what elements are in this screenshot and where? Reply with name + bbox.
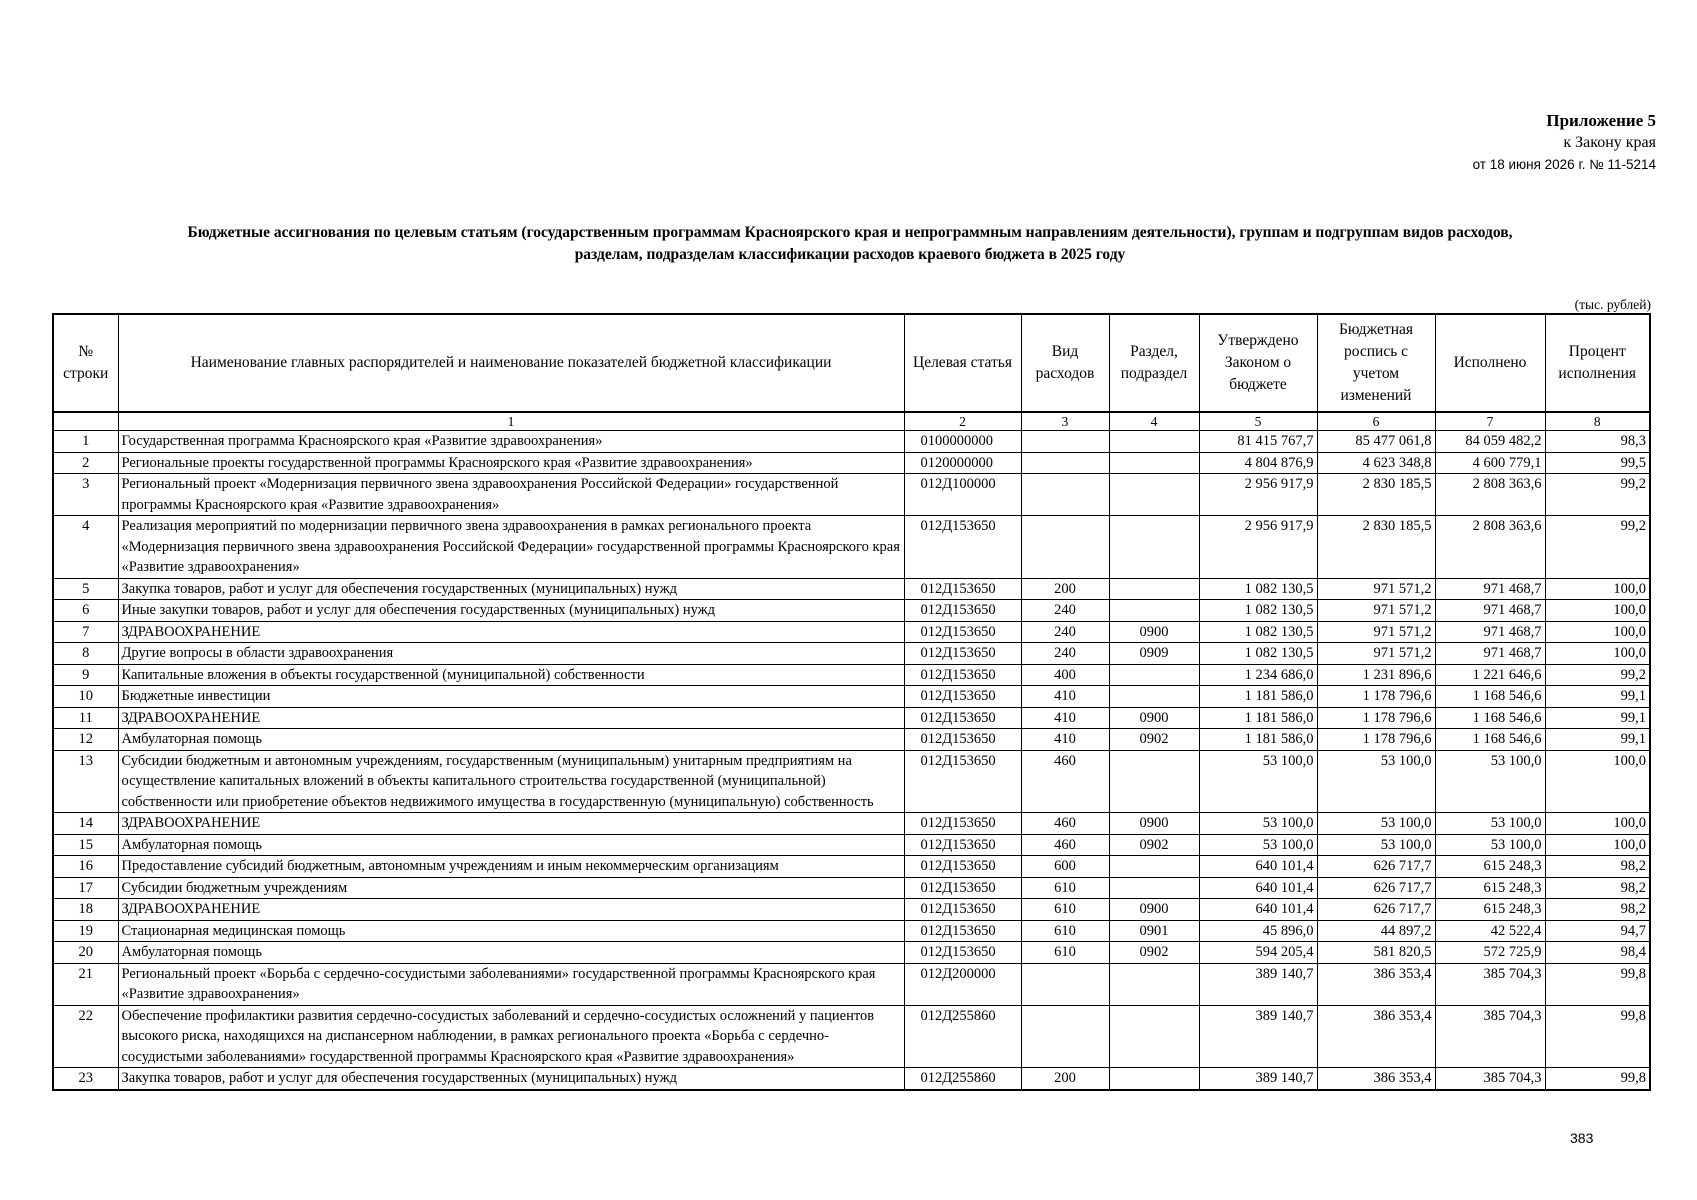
row-expense-type: [1021, 452, 1109, 474]
row-number: 12: [53, 729, 118, 751]
row-number: 1: [53, 431, 118, 453]
row-number: 5: [53, 578, 118, 600]
row-executed: 1 168 546,6: [1435, 686, 1545, 708]
table-row: [53, 578, 1650, 600]
row-target-article: 012Д153650: [904, 920, 1021, 942]
row-number: 11: [53, 707, 118, 729]
row-name: Амбулаторная помощь: [118, 834, 904, 856]
row-expense-type: 460: [1021, 750, 1109, 813]
row-percent: 99,2: [1545, 516, 1650, 579]
row-percent: 100,0: [1545, 621, 1650, 643]
row-budget-plan: 581 820,5: [1317, 942, 1435, 964]
row-approved: 2 956 917,9: [1199, 516, 1317, 579]
row-target-article: 012Д153650: [904, 856, 1021, 878]
row-approved: 53 100,0: [1199, 750, 1317, 813]
row-percent: 98,2: [1545, 899, 1650, 921]
header-section: Раздел, подраздел: [1109, 314, 1199, 412]
row-percent: 98,2: [1545, 877, 1650, 899]
row-number: 2: [53, 452, 118, 474]
row-budget-plan: 85 477 061,8: [1317, 431, 1435, 453]
row-budget-plan: 1 178 796,6: [1317, 686, 1435, 708]
header-name: Наименование главных распорядителей и наименование показателей бюджетной классификации: [118, 314, 904, 412]
row-name: ЗДРАВООХРАНЕНИЕ: [118, 621, 904, 643]
row-number: 20: [53, 942, 118, 964]
row-percent: 98,2: [1545, 856, 1650, 878]
document-title-line1: Бюджетные ассигнования по целевым статьям (государственным программам Красноярского края и непрограммным направлениям деятельности), группам и подгруппам видов расходов,: [187, 224, 1513, 241]
appendix-title: Приложение 5: [1546, 111, 1656, 130]
row-target-article: 012Д255860: [904, 1068, 1021, 1090]
row-executed: 385 704,3: [1435, 1005, 1545, 1068]
row-percent: 100,0: [1545, 750, 1650, 813]
row-name: ЗДРАВООХРАНЕНИЕ: [118, 899, 904, 921]
row-section: [1109, 431, 1199, 453]
page-number: 383: [1570, 1130, 1594, 1146]
row-executed: 42 522,4: [1435, 920, 1545, 942]
row-executed: 2 808 363,6: [1435, 516, 1545, 579]
row-section: [1109, 452, 1199, 474]
header-target-article: Целевая статья: [904, 314, 1021, 412]
row-approved: 4 804 876,9: [1199, 452, 1317, 474]
row-budget-plan: 971 571,2: [1317, 643, 1435, 665]
table-row: [53, 750, 1650, 813]
column-number: 4: [1109, 412, 1199, 431]
row-section: [1109, 963, 1199, 1005]
row-percent: 99,2: [1545, 664, 1650, 686]
row-expense-type: 200: [1021, 1068, 1109, 1090]
row-percent: 100,0: [1545, 600, 1650, 622]
row-approved: 1 082 130,5: [1199, 621, 1317, 643]
row-approved: 1 181 586,0: [1199, 686, 1317, 708]
row-expense-type: 460: [1021, 834, 1109, 856]
row-section: 0900: [1109, 707, 1199, 729]
row-executed: 1 221 646,6: [1435, 664, 1545, 686]
row-expense-type: 240: [1021, 600, 1109, 622]
row-executed: 2 808 363,6: [1435, 474, 1545, 516]
row-number: 14: [53, 813, 118, 835]
row-budget-plan: 53 100,0: [1317, 813, 1435, 835]
header-percent: Процент исполнения: [1545, 314, 1650, 412]
row-executed: 84 059 482,2: [1435, 431, 1545, 453]
row-executed: 971 468,7: [1435, 621, 1545, 643]
row-budget-plan: 1 178 796,6: [1317, 707, 1435, 729]
row-number: 7: [53, 621, 118, 643]
row-executed: 53 100,0: [1435, 813, 1545, 835]
row-expense-type: 410: [1021, 707, 1109, 729]
row-target-article: 012Д153650: [904, 643, 1021, 665]
row-expense-type: [1021, 963, 1109, 1005]
row-approved: 1 181 586,0: [1199, 729, 1317, 751]
row-target-article: 0120000000: [904, 452, 1021, 474]
document-title-line2: разделам, подразделам классификации расходов краевого бюджета в 2025 году: [574, 246, 1126, 263]
row-approved: 1 234 686,0: [1199, 664, 1317, 686]
row-target-article: 012Д153650: [904, 942, 1021, 964]
row-budget-plan: 2 830 185,5: [1317, 516, 1435, 579]
row-target-article: 012Д153650: [904, 877, 1021, 899]
row-approved: 1 082 130,5: [1199, 578, 1317, 600]
row-name: Обеспечение профилактики развития сердечно-сосудистых заболеваний и сердечно-сосудистых осложнений у пациентов высокого риска, находящихся на диспансерном наблюдении, в рамках регионального проекта «Борьба с сердечно-сосудистыми заболеваниями» государственной программы Красноярского края «Развитие здравоохранения»: [118, 1005, 904, 1068]
column-number: 2: [904, 412, 1021, 431]
row-section: 0902: [1109, 942, 1199, 964]
row-percent: 100,0: [1545, 813, 1650, 835]
column-number: 8: [1545, 412, 1650, 431]
table-row: [53, 643, 1650, 665]
appendix-date: от 18 июня 2026 г. № 11-5214: [1472, 157, 1656, 172]
row-target-article: 012Д153650: [904, 899, 1021, 921]
table-row: [53, 963, 1650, 1005]
table-row: [53, 474, 1650, 516]
row-target-article: 012Д255860: [904, 1005, 1021, 1068]
table-row: [53, 856, 1650, 878]
row-section: [1109, 516, 1199, 579]
row-name: Капитальные вложения в объекты государственной (муниципальной) собственности: [118, 664, 904, 686]
document-title: [60, 222, 1640, 266]
row-number: 21: [53, 963, 118, 1005]
row-section: [1109, 664, 1199, 686]
row-section: [1109, 877, 1199, 899]
units-label: (тыс. рублей): [1574, 297, 1651, 312]
row-section: [1109, 856, 1199, 878]
row-approved: 640 101,4: [1199, 877, 1317, 899]
row-section: 0900: [1109, 813, 1199, 835]
row-expense-type: 240: [1021, 643, 1109, 665]
row-executed: 385 704,3: [1435, 963, 1545, 1005]
row-expense-type: 600: [1021, 856, 1109, 878]
row-expense-type: 240: [1021, 621, 1109, 643]
row-name: ЗДРАВООХРАНЕНИЕ: [118, 707, 904, 729]
row-name: Реализация мероприятий по модернизации первичного звена здравоохранения в рамках регионального проекта «Модернизация первичного звена здравоохранения Российской Федерации» государственной программы Красноярского края «Развитие здравоохранения»: [118, 516, 904, 579]
row-expense-type: 400: [1021, 664, 1109, 686]
table-row: [53, 431, 1650, 453]
row-executed: 615 248,3: [1435, 877, 1545, 899]
row-executed: 53 100,0: [1435, 834, 1545, 856]
table-row: [53, 942, 1650, 964]
header-row-number: № строки: [53, 314, 118, 412]
row-name: Государственная программа Красноярского края «Развитие здравоохранения»: [118, 431, 904, 453]
table-row: [53, 686, 1650, 708]
row-approved: 389 140,7: [1199, 1068, 1317, 1090]
budget-table: [52, 313, 1651, 1091]
row-target-article: 012Д153650: [904, 516, 1021, 579]
row-name: ЗДРАВООХРАНЕНИЕ: [118, 813, 904, 835]
table-row: [53, 600, 1650, 622]
row-target-article: 012Д153650: [904, 600, 1021, 622]
row-executed: 385 704,3: [1435, 1068, 1545, 1090]
row-name: Субсидии бюджетным учреждениям: [118, 877, 904, 899]
row-number: 10: [53, 686, 118, 708]
row-expense-type: 460: [1021, 813, 1109, 835]
row-number: 17: [53, 877, 118, 899]
column-numbers-row: [53, 412, 1650, 431]
row-budget-plan: 53 100,0: [1317, 750, 1435, 813]
row-executed: 1 168 546,6: [1435, 707, 1545, 729]
table-row: [53, 813, 1650, 835]
row-target-article: 012Д153650: [904, 664, 1021, 686]
row-section: [1109, 600, 1199, 622]
row-expense-type: [1021, 431, 1109, 453]
column-number: 5: [1199, 412, 1317, 431]
row-target-article: 012Д100000: [904, 474, 1021, 516]
table-row: [53, 899, 1650, 921]
table-row: [53, 877, 1650, 899]
row-approved: 2 956 917,9: [1199, 474, 1317, 516]
row-percent: 99,1: [1545, 686, 1650, 708]
row-percent: 94,7: [1545, 920, 1650, 942]
row-section: 0909: [1109, 643, 1199, 665]
row-number: 4: [53, 516, 118, 579]
row-expense-type: 610: [1021, 877, 1109, 899]
row-approved: 45 896,0: [1199, 920, 1317, 942]
row-name: Стационарная медицинская помощь: [118, 920, 904, 942]
row-budget-plan: 2 830 185,5: [1317, 474, 1435, 516]
column-number: 3: [1021, 412, 1109, 431]
row-percent: 99,5: [1545, 452, 1650, 474]
column-number: 6: [1317, 412, 1435, 431]
table-row: [53, 834, 1650, 856]
row-number: 15: [53, 834, 118, 856]
row-section: [1109, 686, 1199, 708]
row-name: Предоставление субсидий бюджетным, автономным учреждениям и иным некоммерческим организациям: [118, 856, 904, 878]
row-budget-plan: 386 353,4: [1317, 1068, 1435, 1090]
table-row: [53, 729, 1650, 751]
row-budget-plan: 1 231 896,6: [1317, 664, 1435, 686]
table-row: [53, 920, 1650, 942]
row-executed: 572 725,9: [1435, 942, 1545, 964]
table-row: [53, 707, 1650, 729]
header-approved: Утверждено Законом о бюджете: [1199, 314, 1317, 412]
row-expense-type: [1021, 1005, 1109, 1068]
row-section: 0902: [1109, 729, 1199, 751]
row-name: Региональный проект «Модернизация первичного звена здравоохранения Российской Федерации» государственной программы Красноярского края «Развитие здравоохранения»: [118, 474, 904, 516]
table-row: [53, 516, 1650, 579]
row-budget-plan: 626 717,7: [1317, 856, 1435, 878]
row-target-article: 012Д153650: [904, 729, 1021, 751]
row-percent: 100,0: [1545, 578, 1650, 600]
column-number: [53, 412, 118, 431]
header-budget-plan: Бюджетная роспись с учетом изменений: [1317, 314, 1435, 412]
row-name: Бюджетные инвестиции: [118, 686, 904, 708]
row-executed: 1 168 546,6: [1435, 729, 1545, 751]
row-number: 16: [53, 856, 118, 878]
row-percent: 100,0: [1545, 643, 1650, 665]
table-row: [53, 452, 1650, 474]
row-section: 0902: [1109, 834, 1199, 856]
row-section: 0901: [1109, 920, 1199, 942]
row-approved: 81 415 767,7: [1199, 431, 1317, 453]
row-expense-type: 410: [1021, 729, 1109, 751]
row-percent: 99,8: [1545, 1068, 1650, 1090]
row-section: 0900: [1109, 899, 1199, 921]
row-target-article: 0100000000: [904, 431, 1021, 453]
row-number: 6: [53, 600, 118, 622]
row-approved: 640 101,4: [1199, 899, 1317, 921]
row-number: 3: [53, 474, 118, 516]
row-name: Региональные проекты государственной программы Красноярского края «Развитие здравоохранения»: [118, 452, 904, 474]
table-row: [53, 1005, 1650, 1068]
row-percent: 99,8: [1545, 963, 1650, 1005]
row-number: 19: [53, 920, 118, 942]
row-approved: 594 205,4: [1199, 942, 1317, 964]
row-name: Закупка товаров, работ и услуг для обеспечения государственных (муниципальных) нужд: [118, 578, 904, 600]
row-budget-plan: 626 717,7: [1317, 899, 1435, 921]
row-percent: 98,3: [1545, 431, 1650, 453]
row-budget-plan: 44 897,2: [1317, 920, 1435, 942]
row-executed: 4 600 779,1: [1435, 452, 1545, 474]
row-number: 9: [53, 664, 118, 686]
row-percent: 99,1: [1545, 729, 1650, 751]
row-target-article: 012Д153650: [904, 750, 1021, 813]
row-number: 8: [53, 643, 118, 665]
row-target-article: 012Д153650: [904, 621, 1021, 643]
row-percent: 99,8: [1545, 1005, 1650, 1068]
row-budget-plan: 971 571,2: [1317, 578, 1435, 600]
row-target-article: 012Д153650: [904, 578, 1021, 600]
row-approved: 640 101,4: [1199, 856, 1317, 878]
row-name: Закупка товаров, работ и услуг для обеспечения государственных (муниципальных) нужд: [118, 1068, 904, 1090]
row-executed: 971 468,7: [1435, 578, 1545, 600]
row-target-article: 012Д153650: [904, 707, 1021, 729]
table-body: [53, 431, 1650, 1090]
row-number: 22: [53, 1005, 118, 1068]
row-approved: 1 181 586,0: [1199, 707, 1317, 729]
row-executed: 615 248,3: [1435, 856, 1545, 878]
row-executed: 971 468,7: [1435, 643, 1545, 665]
row-name: Другие вопросы в области здравоохранения: [118, 643, 904, 665]
row-target-article: 012Д153650: [904, 834, 1021, 856]
row-target-article: 012Д200000: [904, 963, 1021, 1005]
row-approved: 1 082 130,5: [1199, 643, 1317, 665]
appendix-block: [1473, 110, 1656, 176]
header-expense-type: Вид расходов: [1021, 314, 1109, 412]
row-approved: 389 140,7: [1199, 963, 1317, 1005]
row-expense-type: 610: [1021, 899, 1109, 921]
row-section: [1109, 1005, 1199, 1068]
header-executed: Исполнено: [1435, 314, 1545, 412]
row-approved: 53 100,0: [1199, 834, 1317, 856]
table-row: [53, 621, 1650, 643]
row-percent: 99,1: [1545, 707, 1650, 729]
row-expense-type: [1021, 474, 1109, 516]
row-number: 18: [53, 899, 118, 921]
column-number: 7: [1435, 412, 1545, 431]
column-number: 1: [118, 412, 904, 431]
row-number: 13: [53, 750, 118, 813]
row-expense-type: 200: [1021, 578, 1109, 600]
row-name: Субсидии бюджетным и автономным учреждениям, государственным (муниципальным) унитарным предприятиям на осуществление капитальных вложений в объекты капитального строительства государственной (муниципальной) собственности или приобретение объектов недвижимого имущества в государственную (муниципальную) собственность: [118, 750, 904, 813]
row-executed: 971 468,7: [1435, 600, 1545, 622]
row-budget-plan: 386 353,4: [1317, 963, 1435, 1005]
row-approved: 53 100,0: [1199, 813, 1317, 835]
row-target-article: 012Д153650: [904, 813, 1021, 835]
row-percent: 100,0: [1545, 834, 1650, 856]
table-row: [53, 1068, 1650, 1090]
row-number: 23: [53, 1068, 118, 1090]
row-expense-type: 410: [1021, 686, 1109, 708]
row-section: [1109, 578, 1199, 600]
row-section: [1109, 1068, 1199, 1090]
row-percent: 99,2: [1545, 474, 1650, 516]
row-name: Амбулаторная помощь: [118, 942, 904, 964]
row-section: 0900: [1109, 621, 1199, 643]
row-name: Амбулаторная помощь: [118, 729, 904, 751]
row-target-article: 012Д153650: [904, 686, 1021, 708]
row-approved: 1 082 130,5: [1199, 600, 1317, 622]
row-approved: 389 140,7: [1199, 1005, 1317, 1068]
row-expense-type: 610: [1021, 920, 1109, 942]
table-row: [53, 664, 1650, 686]
row-budget-plan: 1 178 796,6: [1317, 729, 1435, 751]
row-section: [1109, 474, 1199, 516]
row-name: Иные закупки товаров, работ и услуг для обеспечения государственных (муниципальных) нужд: [118, 600, 904, 622]
row-budget-plan: 971 571,2: [1317, 600, 1435, 622]
row-budget-plan: 971 571,2: [1317, 621, 1435, 643]
appendix-law: к Закону края: [1563, 134, 1656, 151]
row-budget-plan: 53 100,0: [1317, 834, 1435, 856]
row-executed: 615 248,3: [1435, 899, 1545, 921]
row-section: [1109, 750, 1199, 813]
row-name: Региональный проект «Борьба с сердечно-сосудистыми заболеваниями» государственной программы Красноярского края «Развитие здравоохранения»: [118, 963, 904, 1005]
row-budget-plan: 386 353,4: [1317, 1005, 1435, 1068]
row-budget-plan: 4 623 348,8: [1317, 452, 1435, 474]
row-percent: 98,4: [1545, 942, 1650, 964]
row-budget-plan: 626 717,7: [1317, 877, 1435, 899]
row-expense-type: [1021, 516, 1109, 579]
row-expense-type: 610: [1021, 942, 1109, 964]
row-executed: 53 100,0: [1435, 750, 1545, 813]
header-row: [53, 314, 1650, 412]
